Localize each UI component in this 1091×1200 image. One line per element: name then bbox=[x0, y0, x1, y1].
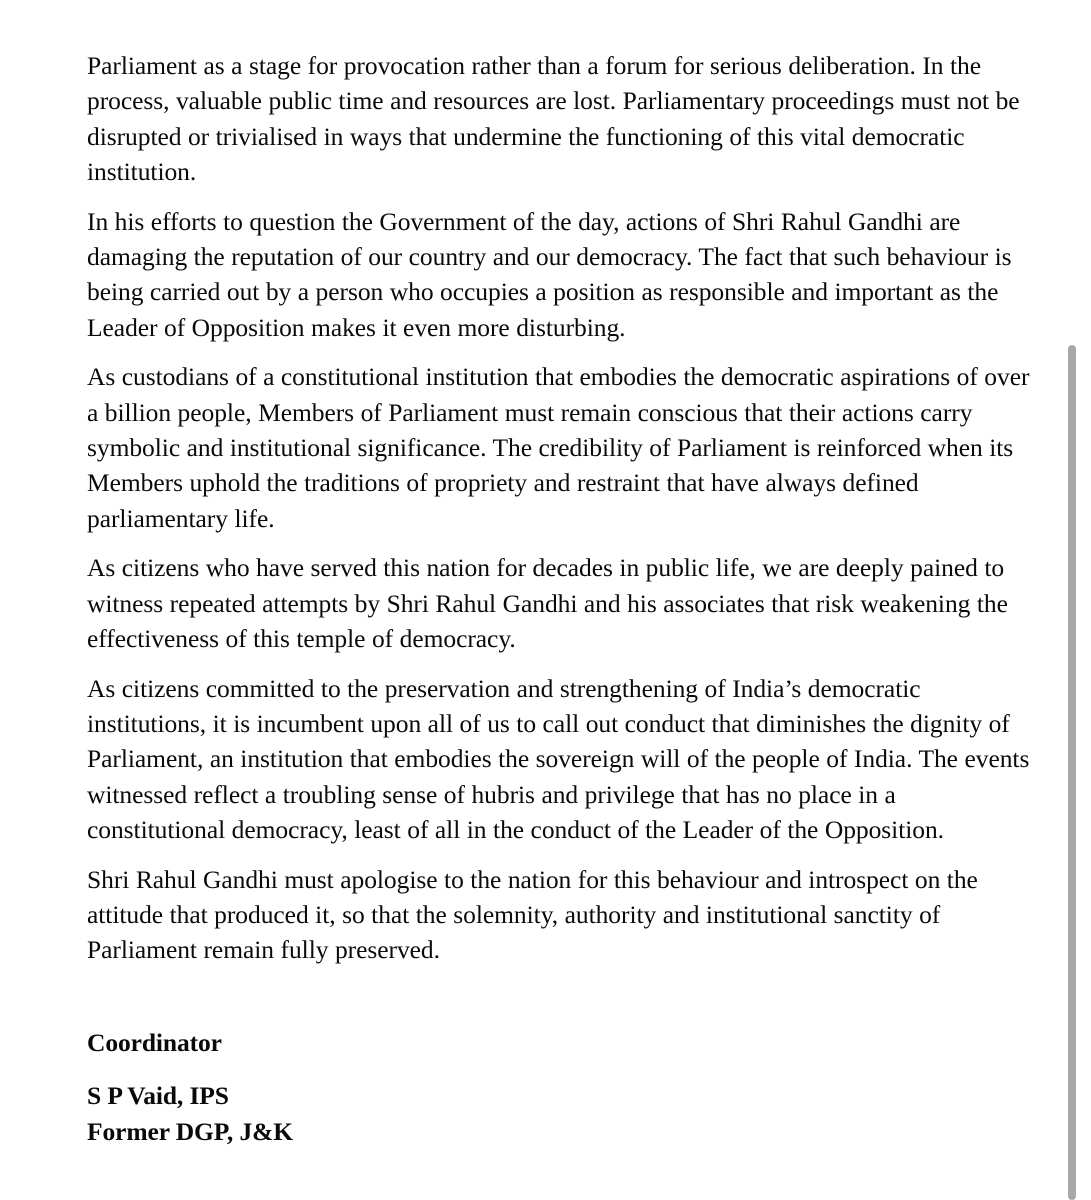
scrollbar-thumb[interactable] bbox=[1068, 345, 1076, 1200]
paragraph-5: As citizens committed to the preservation and strengthening of India’s democratic institutions, it is incumbent upon all of us to call out conduct that diminishes the dignity of Parliament, an institution that embodies the sovereign will of the people of India. The events witnessed reflect a troubling sense of hubris and privilege that has no place in a constitutional democracy, least of all in the conduct of the Leader of the Opposition. bbox=[87, 673, 1030, 845]
paragraph-1: Parliament as a stage for provocation rather than a forum for serious deliberation. In the process, valuable public time and resources are lost. Parliamentary proceedings must not be disrupted or trivialised in ways that undermine the functioning of this vital democratic institution. bbox=[87, 51, 1020, 187]
paragraph-4: As citizens who have served this nation for decades in public life, we are deeply pained to witness repeated attempts by Shri Rahul Gandhi and his associates that risk weakening the effectiveness of this temple of democracy. bbox=[87, 553, 1008, 654]
signature-block bbox=[87, 1025, 1033, 1149]
signatory-name: S P Vaid, IPS bbox=[87, 1081, 229, 1111]
paragraph-3: As custodians of a constitutional institution that embodies the democratic aspirations of over a billion people, Members of Parliament must remain conscious that their actions carry symbolic and institutional significance. The credibility of Parliament is reinforced when its Members uphold the traditions of propriety and restraint that have always defined parliamentary life. bbox=[87, 362, 1030, 533]
paragraph-6: Shri Rahul Gandhi must apologise to the nation for this behaviour and introspect on the attitude that produced it, so that the solemnity, authority and institutional sanctity of Parliament remain fully preserved. bbox=[87, 864, 978, 965]
vertical-scrollbar[interactable] bbox=[1068, 0, 1091, 1200]
signatory-role: Coordinator bbox=[87, 1027, 222, 1057]
paragraph-2: In his efforts to question the Government of the day, actions of Shri Rahul Gandhi are damaging the reputation of our country and our democracy. The fact that such behaviour is being carried out by a person who occupies a position as responsible and important as the Leader of Opposition makes it even more disturbing. bbox=[87, 206, 1012, 342]
signatory-designation: Former DGP, J&K bbox=[87, 1116, 293, 1146]
statement-document bbox=[87, 0, 1033, 1149]
